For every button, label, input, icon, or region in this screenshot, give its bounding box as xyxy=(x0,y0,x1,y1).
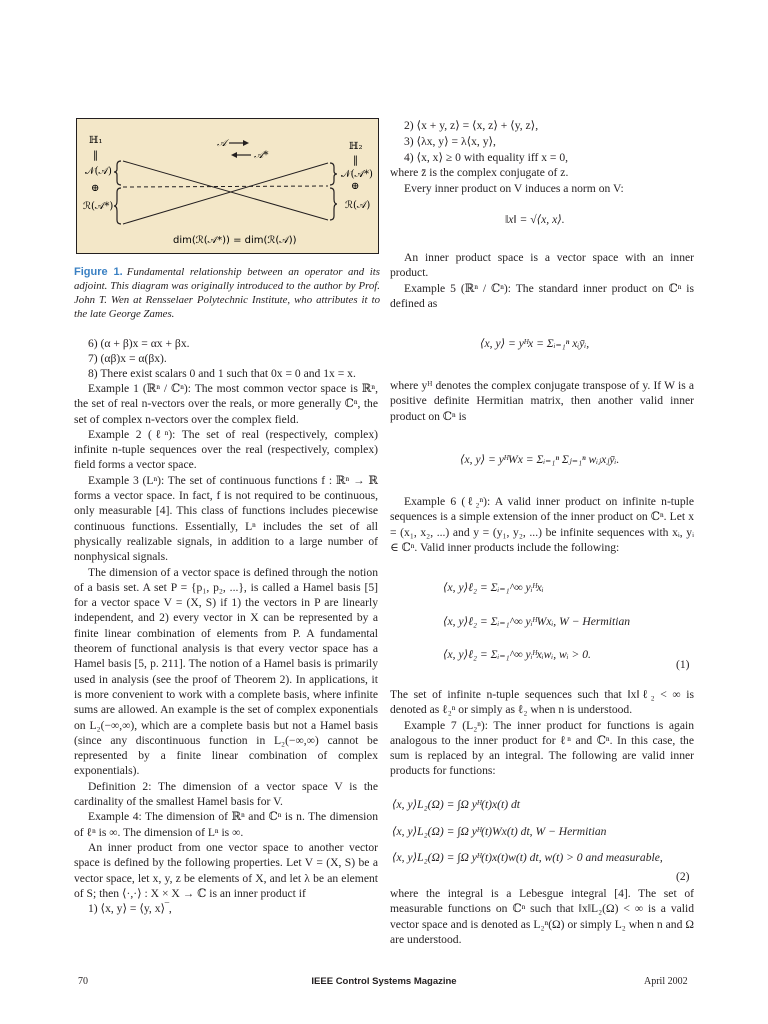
example-2: Example 2 (ℓⁿ): The set of real (respectively, complex) infinite n-tuple sequences over the real (respectively, complex) field forms a vector space. xyxy=(74,427,378,472)
right-brace-top xyxy=(330,163,337,185)
property-7: 7) (αβ)x = α(βx). xyxy=(88,352,167,365)
hamel-paragraph: The dimension of a vector space is defined through the notion of a basis set. A set P = {p₁, p₂, ...}, is called a Hamel basis [5] for a vector space V = (X, S) if 1) the vectors in P are linearly independent, and 2) every vector in X can be represented by a finite linear combination of elements from P. A fundamental theorem of functional analysis is that every vector space has a Hamel basis [5, p. 211]. The notion of a Hamel basis is primarily used in analysis (see the proof of Theorem 2). In applications, it is more convenient to work with a complete basis, where infinite sums are allowed. An example is the set of complex exponentials on L₂(−∞,∞), which are a complete basis but not a Hamel basis (since any discontinuous function in L₂(−∞,∞) cannot be represented by a finite linear combination of complex exponentials). xyxy=(74,565,378,778)
example-6-text: Example 6 (ℓ₂ⁿ): A valid inner product on infinite n-tuple sequences is a simple extension of the inner product on ℂⁿ. Let x = (x₁, x₂, ...) and y = (y₁, y₂, ...) be infinite sequences with xᵢ, yᵢ ∈ ℂⁿ. Valid inner products include the following: xyxy=(390,495,694,554)
range-astar-label: ℛ(𝒜*) xyxy=(83,201,114,212)
issue-date: April 2002 xyxy=(644,976,688,987)
equation-L2-3: ⟨x, y⟩L₂(Ω) = ∫Ω yᴴ(t)x(t)w(t) dt, w(t) > 0 and measurable, xyxy=(392,851,663,864)
left-body xyxy=(74,381,378,916)
null-space-astar-label: 𝒩(𝒜*) xyxy=(341,169,373,180)
equation-weighted-inner-product: ⟨x, y⟩ = yᴴWx = Σᵢ₌₁ⁿ Σⱼ₌₁ⁿ wᵢⱼxⱼȳᵢ. xyxy=(460,453,620,466)
example-5: Example 5 (ℝⁿ / ℂⁿ): The standard inner product on ℂⁿ is defined as xyxy=(390,281,694,310)
lebesgue-paragraph: where the integral is a Lebesgue integral [4]. The set of measurable functions on ℂⁿ such that ‖x‖L₂(Ω) < ∞ is a valid vector space and is denoted as L₂ⁿ(Ω) or simply L₂ when n and Ω are understood. xyxy=(390,887,694,946)
magazine-title: IEEE Control Systems Magazine xyxy=(311,976,457,987)
operator-adjoint-diagram xyxy=(77,119,377,252)
hermitian-paragraph: where yᴴ denotes the complex conjugate transpose of y. If W is a positive definite Hermitian matrix, then another valid inner product on ℂⁿ is xyxy=(390,379,694,423)
property-4: 4) ⟨x, x⟩ ≥ 0 with equality iff x = 0, xyxy=(404,151,569,164)
dashed-divider xyxy=(123,186,328,187)
norm-equation: ‖x‖ = √⟨x, x⟩. xyxy=(505,213,565,226)
example-7: Example 7 (L₂ⁿ): The inner product for functions is again analogous to the inner product for ℓⁿ and ℂⁿ. In this case, the sum is replaced by an integral. The following are valid inner products for functions: xyxy=(390,718,694,778)
oplus-left: ⊕ xyxy=(91,183,100,194)
figure-caption xyxy=(74,265,380,321)
example-4: Example 4: The dimension of ℝⁿ and ℂⁿ is n. The dimension of ℓⁿ is ∞. The dimension of Lⁿ is ∞. xyxy=(74,810,378,839)
example-6 xyxy=(390,494,694,555)
caption-text: Fundamental relationship between an operator and its adjoint. This diagram was originally introduced to the author by Prof. John T. Wen at Rensselaer Polytechnic Institute, who attributes it to the late George Zames. xyxy=(74,266,380,320)
equiv-right: ‖ xyxy=(353,155,358,166)
dimension-equality-label: dim(ℛ(𝒜*)) = dim(ℛ(𝒜)) xyxy=(173,235,297,246)
conjugate-note: where z̄ is the complex conjugate of z. xyxy=(390,166,569,179)
page-number: 70 xyxy=(78,976,88,987)
property-6: 6) (α + β)x = αx + βx. xyxy=(88,337,190,350)
operator-astar-label: 𝒜* xyxy=(254,150,269,161)
inner-product-space: An inner product space is a vector space with an inner product. xyxy=(390,251,694,280)
equation-standard-inner-product: ⟨x, y⟩ = yᴴx = Σᵢ₌₁ⁿ xᵢȳᵢ, xyxy=(480,337,590,350)
caption-label: Figure 1. xyxy=(74,266,123,278)
inner-product-paragraph: An inner product from one vector space to another vector space is defined by the following properties. Let V = (X, S) be a vector space, let x, y, z be elements of X, and let λ be an element of S; then ⟨·,·⟩ : X × X → ℂ is an inner product if xyxy=(74,840,378,900)
h1-label: ℍ₁ xyxy=(89,135,103,146)
range-a-label: ℛ(𝒜) xyxy=(345,200,371,211)
operator-a-label: 𝒜 xyxy=(217,138,227,149)
l2-sequence-paragraph: The set of infinite n-tuple sequences such that ‖x‖ℓ₂ < ∞ is denoted as ℓ₂ⁿ or simply as ℓ₂ when n is understood. xyxy=(390,688,694,717)
equation-number-2: (2) xyxy=(676,870,690,883)
example-3: Example 3 (Lⁿ): The set of continuous functions f : ℝⁿ → ℝ forms a vector space. In fact, f is not required to be continuous, only measurable [4]. This class of functions includes piecewise continuous functions. Essentially, Lⁿ includes the set of all physically realizable signals, in addition to a large number of nonphysical signals. xyxy=(74,473,378,564)
equation-number-1: (1) xyxy=(676,658,690,671)
arrow-left-icon xyxy=(231,152,237,158)
right-body-1 xyxy=(390,250,694,311)
example-1: Example 1 (ℝⁿ / ℂⁿ): The most common vector space is ℝⁿ, the set of real n-vectors over the reals, or more generally ℂⁿ, the set of complex n-vectors over the complex field. xyxy=(74,382,378,426)
left-brace-top xyxy=(114,161,121,185)
equation-l2-2: ⟨x, y⟩ℓ₂ = Σᵢ₌₁^∞ yᵢᴴWxᵢ, W − Hermitian xyxy=(443,615,631,628)
equation-l2-1: ⟨x, y⟩ℓ₂ = Σᵢ₌₁^∞ yᵢᴴxᵢ xyxy=(443,581,544,594)
mapping-line-2 xyxy=(123,163,328,224)
left-brace-bottom xyxy=(114,188,121,224)
null-space-a-label: 𝒩(𝒜) xyxy=(85,166,112,177)
norm-intro: Every inner product on V induces a norm on V: xyxy=(404,182,624,195)
property-2: 2) ⟨x + y, z⟩ = ⟨x, z⟩ + ⟨y, z⟩, xyxy=(404,119,539,132)
equiv-left: ‖ xyxy=(93,150,98,161)
property-3: 3) ⟨λx, y⟩ = λ⟨x, y⟩, xyxy=(404,135,496,148)
mapping-line-1 xyxy=(123,161,328,220)
h2-label: ℍ₂ xyxy=(349,141,363,152)
arrow-right-icon xyxy=(243,140,249,146)
definition-2: Definition 2: The dimension of a vector space V is the cardinality of the smallest Hamel basis for V. xyxy=(74,779,378,809)
property-1: 1) ⟨x, y⟩ = ⟨y, x⟩‾, xyxy=(88,902,172,916)
equation-L2-2: ⟨x, y⟩L₂(Ω) = ∫Ω yᴴ(t)Wx(t) dt, W − Hermitian xyxy=(392,825,607,838)
figure-diagram xyxy=(76,118,379,254)
right-body-2 xyxy=(390,687,694,779)
right-brace-bottom xyxy=(330,188,337,220)
property-8: 8) There exist scalars 0 and 1 such that 0x = 0 and 1x = x. xyxy=(88,367,356,380)
oplus-right: ⊕ xyxy=(351,181,360,192)
equation-l2-3: ⟨x, y⟩ℓ₂ = Σᵢ₌₁^∞ yᵢᴴxᵢwᵢ, wᵢ > 0. xyxy=(443,648,591,661)
equation-L2-1: ⟨x, y⟩L₂(Ω) = ∫Ω yᴴ(t)x(t) dt xyxy=(392,798,521,811)
